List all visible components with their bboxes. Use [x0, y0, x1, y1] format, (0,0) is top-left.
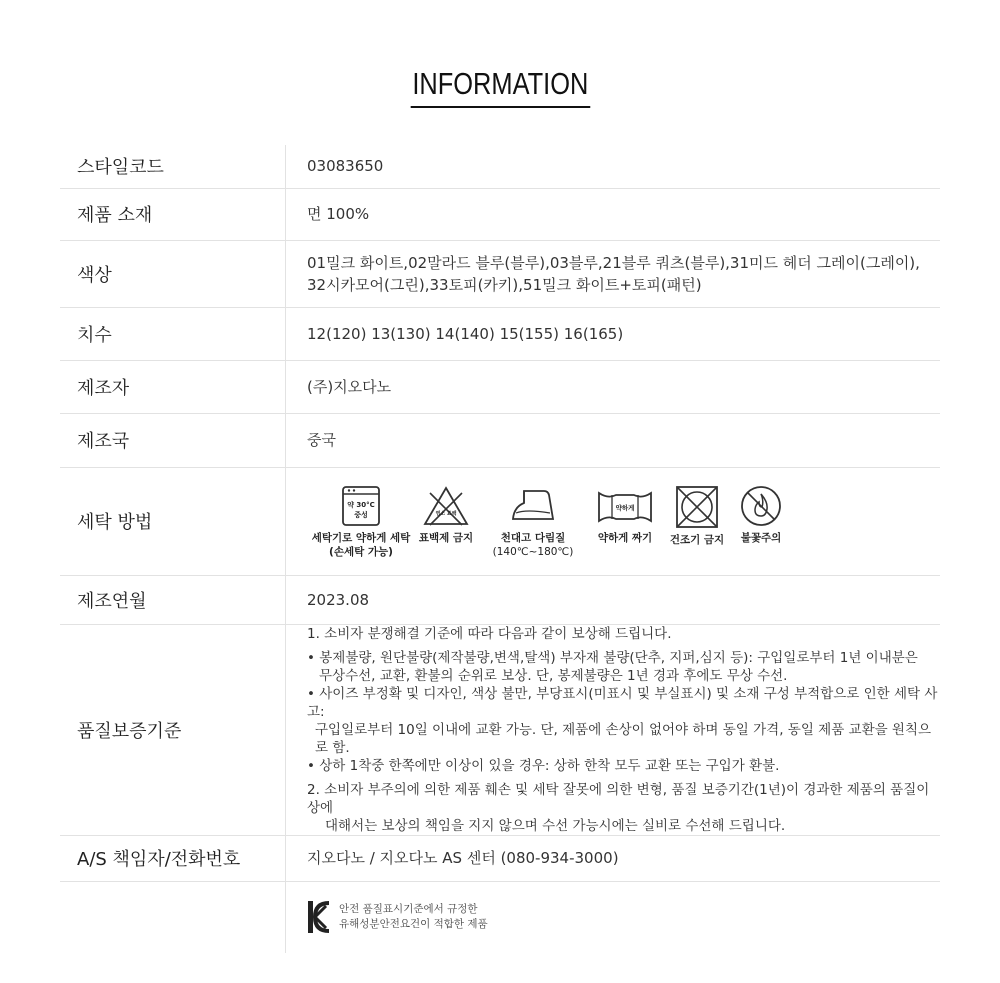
- row-style-code: [60, 145, 940, 188]
- wash-30-caption-2: (손세탁 가능): [329, 546, 393, 558]
- gentle-wring-icon: [589, 485, 661, 545]
- row-material: [60, 188, 940, 240]
- row-country: [60, 413, 940, 467]
- value-material: 면 100%: [286, 188, 941, 240]
- label-quality: 품질보증기준: [60, 624, 286, 835]
- value-country: 중국: [286, 413, 941, 467]
- quality-bullet-3: • 상하 1착중 한쪽에만 이상이 있을 경우: 상하 한착 모두 교환 또는 구입가 환불.: [307, 757, 780, 774]
- iron-caption-2: (140℃~180℃): [492, 546, 574, 558]
- wash-30-caption-1: 세탁기로 약하게 세탁: [311, 532, 411, 544]
- label-kc-empty: [60, 881, 286, 953]
- label-country: 제조국: [60, 413, 286, 467]
- kc-text-2: 유해성분안전요건이 적합한 제품: [339, 918, 488, 931]
- wash-icons: [307, 483, 940, 559]
- quality-item-1: 1. 소비자 분쟁해결 기준에 따라 다음과 같이 보상해 드립니다.: [307, 625, 672, 642]
- iron-icon: [477, 485, 589, 559]
- no-bleach-inner: 염소 표백: [435, 511, 457, 517]
- fire-caution-icon: [733, 485, 789, 545]
- color-line-2: 32시카모어(그린),33토피(카키),51밀크 화이트+토피(패턴): [307, 275, 702, 294]
- fire-caution-caption: 불꽃주의: [740, 532, 782, 544]
- iron-caption-1: 천대고 다림질: [500, 532, 566, 544]
- color-line-1: 01밀크 화이트,02말라드 블루(블루),03블루,21블루 쿼츠(블루),31미드 헤더 그레이(그레이),: [307, 253, 920, 272]
- no-bleach-icon: [415, 485, 477, 545]
- page-title: INFORMATION: [410, 66, 589, 108]
- label-wash: 세탁 방법: [60, 467, 286, 575]
- row-maker: [60, 360, 940, 413]
- quality-bullet-1a: • 봉제불량, 원단불량(제작불량,변색,탈색) 부자재 불량(단추, 지퍼,심지 등): 구입일로부터 1년 이내분은: [307, 649, 918, 666]
- no-bleach-caption: 표백제 금지: [418, 532, 474, 544]
- value-wash: [286, 467, 941, 575]
- wash-30-inner-1: 약 30°C: [347, 501, 375, 509]
- value-maker: (주)지오다노: [286, 360, 941, 413]
- info-table: [60, 145, 940, 953]
- quality-bullet-1b: 무상수선, 교환, 환불의 순위로 보상. 단, 봉제불량은 1년 경과 후에도 무상 수선.: [319, 667, 788, 684]
- kc-text-1: 안전 품질표시기준에서 규정한: [339, 903, 478, 916]
- label-maker: 제조자: [60, 360, 286, 413]
- kc-certification-icon: [307, 900, 331, 934]
- label-date: 제조연월: [60, 575, 286, 624]
- no-dryer-caption: 건조기 금지: [669, 534, 725, 546]
- no-dryer-icon: [661, 485, 733, 547]
- row-wash: [60, 467, 940, 575]
- row-as: [60, 835, 940, 881]
- quality-bullet-2a: • 사이즈 부정확 및 디자인, 색상 불만, 부당표시(미표시 및 부실표시) 및 소재 구성 부적합으로 인한 세탁 사고:: [307, 685, 938, 720]
- wash-30-inner-2: 중성: [354, 511, 368, 519]
- label-size: 치수: [60, 307, 286, 360]
- label-color: 색상: [60, 240, 286, 307]
- value-date: 2023.08: [286, 575, 941, 624]
- row-kc: [60, 881, 940, 953]
- value-quality: [286, 624, 941, 835]
- quality-item-2b: 대해서는 보상의 책임을 지지 않으며 수선 가능시에는 실비로 수선해 드립니다.: [325, 817, 786, 834]
- value-style-code: 03083650: [286, 145, 941, 188]
- gentle-wring-caption: 약하게 짜기: [597, 532, 653, 544]
- label-material: 제품 소재: [60, 188, 286, 240]
- label-style-code: 스타일코드: [60, 145, 286, 188]
- row-color: [60, 240, 940, 307]
- value-as: 지오다노 / 지오다노 AS 센터 (080-934-3000): [286, 835, 941, 881]
- kc-mark: [307, 900, 940, 934]
- value-kc: [286, 881, 941, 953]
- gentle-wring-inner: 약하게: [615, 504, 635, 512]
- row-quality: [60, 624, 940, 835]
- label-as: A/S 책임자/전화번호: [60, 835, 286, 881]
- row-size: [60, 307, 940, 360]
- value-size: 12(120) 13(130) 14(140) 15(155) 16(165): [286, 307, 941, 360]
- wash-30-icon: [307, 485, 415, 559]
- quality-bullet-2b: 구입일로부터 10일 이내에 교환 가능. 단, 제품에 손상이 없어야 하며 동일 가격, 동일 제품 교환을 원칙으로 함.: [315, 721, 932, 756]
- title-wrap: [0, 66, 1000, 108]
- value-color: [286, 240, 941, 307]
- row-date: [60, 575, 940, 624]
- quality-item-2a: 2. 소비자 부주의에 의한 제품 훼손 및 세탁 잘못에 의한 변형, 품질 보증기간(1년)이 경과한 제품의 품질이상에: [307, 781, 930, 816]
